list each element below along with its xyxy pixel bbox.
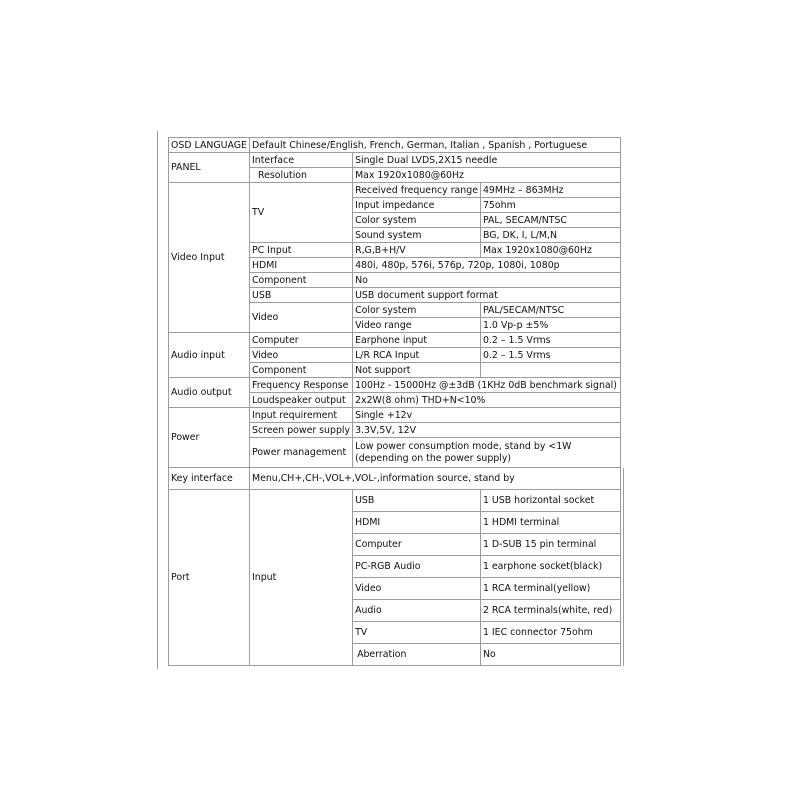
row-label-power: Power	[169, 408, 250, 468]
spacer	[620, 228, 623, 243]
table-row	[169, 378, 624, 393]
power-name: Input requirement	[250, 408, 353, 423]
row-label-port: Port	[169, 490, 250, 666]
power-name: Screen power supply	[250, 423, 353, 438]
audio-input-value	[480, 363, 620, 378]
row-label-panel: PANEL	[169, 153, 250, 183]
video-spec-name: Video range	[353, 318, 481, 333]
spacer	[620, 213, 623, 228]
audio-output-name: Loudspeaker output	[250, 393, 353, 408]
row-label-audio-output: Audio output	[169, 378, 250, 408]
panel-resolution-value: Max 1920x1080@60Hz	[353, 168, 621, 183]
panel-interface-label: Interface	[250, 153, 353, 168]
row-label-video-input: Video Input	[169, 183, 250, 333]
port-value: No	[480, 644, 620, 666]
audio-input-name: Earphone input	[353, 333, 481, 348]
table-row	[169, 490, 624, 512]
spacer	[620, 138, 623, 153]
table-row	[169, 138, 624, 153]
spacer	[620, 378, 623, 393]
port-name: Aberration	[353, 644, 481, 666]
table-row	[169, 153, 624, 168]
spacer	[620, 318, 623, 333]
video-spec-value: PAL/SECAM/NTSC	[480, 303, 620, 318]
spacer	[620, 438, 623, 468]
component-label: Component	[250, 273, 353, 288]
row-label-key-interface: Key interface	[169, 468, 250, 490]
tv-spec-value: 49MHz – 863MHz	[480, 183, 620, 198]
tv-spec-name: Input impedance	[353, 198, 481, 213]
page-margin-rule	[157, 131, 158, 669]
port-value: 1 earphone socket(black)	[480, 556, 620, 578]
port-value: 1 HDMI terminal	[480, 512, 620, 534]
osd-language-value: Default Chinese/English, French, German, Italian , Spanish , Portuguese	[250, 138, 621, 153]
component-value: No	[353, 273, 621, 288]
port-value: 2 RCA terminals(white, red)	[480, 600, 620, 622]
tv-spec-value: BG, DK, I, L/M,N	[480, 228, 620, 243]
usb-value: USB document support format	[353, 288, 621, 303]
key-interface-value: Menu,CH+,CH-,VOL+,VOL-,information source, stand by	[250, 468, 621, 490]
tv-spec-name: Received frequency range	[353, 183, 481, 198]
row-label-osd-language: OSD LANGUAGE	[169, 138, 250, 153]
audio-output-value: 2x2W(8 ohm) THD+N<10%	[353, 393, 621, 408]
video-spec-name: Color system	[353, 303, 481, 318]
spec-table	[168, 137, 624, 666]
spacer	[620, 243, 623, 258]
video-tv-label: TV	[250, 183, 353, 243]
panel-resolution-label: Resolution	[250, 168, 353, 183]
audio-input-name: Not support	[353, 363, 481, 378]
spacer	[620, 408, 623, 423]
spacer	[620, 348, 623, 363]
audio-input-source: Component	[250, 363, 353, 378]
spacer	[620, 644, 623, 666]
audio-output-name: Frequency Response	[250, 378, 353, 393]
port-value: 1 USB horizontal socket	[480, 490, 620, 512]
spacer	[620, 153, 623, 168]
video-spec-value: 1.0 Vp-p ±5%	[480, 318, 620, 333]
row-label-audio-input: Audio input	[169, 333, 250, 378]
port-name: Audio	[353, 600, 481, 622]
tv-spec-value: PAL, SECAM/NTSC	[480, 213, 620, 228]
spacer	[620, 622, 623, 644]
spacer	[620, 273, 623, 288]
spacer	[620, 333, 623, 348]
port-name: Video	[353, 578, 481, 600]
port-value: 1 RCA terminal(yellow)	[480, 578, 620, 600]
spacer	[620, 198, 623, 213]
spacer	[620, 303, 623, 318]
power-value: 3.3V,5V, 12V	[353, 423, 621, 438]
audio-input-source: Computer	[250, 333, 353, 348]
spacer	[620, 168, 623, 183]
port-name: Computer	[353, 534, 481, 556]
tv-spec-value: 75ohm	[480, 198, 620, 213]
tv-spec-name: Sound system	[353, 228, 481, 243]
hdmi-label: HDMI	[250, 258, 353, 273]
pc-input-value: Max 1920x1080@60Hz	[480, 243, 620, 258]
audio-input-name: L/R RCA Input	[353, 348, 481, 363]
port-name: HDMI	[353, 512, 481, 534]
port-name: USB	[353, 490, 481, 512]
tv-spec-name: Color system	[353, 213, 481, 228]
power-value: Single +12v	[353, 408, 621, 423]
spacer	[620, 600, 623, 622]
spacer	[620, 512, 623, 534]
table-row	[169, 183, 624, 198]
table-row	[169, 468, 624, 490]
usb-label: USB	[250, 288, 353, 303]
audio-output-value: 100Hz - 15000Hz @±3dB (1KHz 0dB benchmark signal)	[353, 378, 621, 393]
panel-interface-value: Single Dual LVDS,2X15 needle	[353, 153, 621, 168]
spacer	[620, 288, 623, 303]
spacer	[620, 183, 623, 198]
audio-input-value: 0.2 – 1.5 Vrms	[480, 333, 620, 348]
spacer	[620, 578, 623, 600]
pc-input-name: R,G,B+H/V	[353, 243, 481, 258]
spacer	[620, 423, 623, 438]
hdmi-value: 480i, 480p, 576i, 576p, 720p, 1080i, 1080p	[353, 258, 621, 273]
table-row	[169, 333, 624, 348]
port-value: 1 D-SUB 15 pin terminal	[480, 534, 620, 556]
port-name: PC-RGB Audio	[353, 556, 481, 578]
pc-input-label: PC Input	[250, 243, 353, 258]
port-name: TV	[353, 622, 481, 644]
spacer	[620, 556, 623, 578]
audio-input-source: Video	[250, 348, 353, 363]
spacer	[620, 363, 623, 378]
port-value: 1 IEC connector 75ohm	[480, 622, 620, 644]
power-value: Low power consumption mode, stand by <1W (depending on the power supply)	[353, 438, 621, 468]
spacer	[620, 258, 623, 273]
table-row	[169, 408, 624, 423]
power-name: Power management	[250, 438, 353, 468]
audio-input-value: 0.2 – 1.5 Vrms	[480, 348, 620, 363]
port-input-label: Input	[250, 490, 353, 666]
spacer	[620, 468, 623, 490]
video-label: Video	[250, 303, 353, 333]
spacer	[620, 534, 623, 556]
spacer	[620, 490, 623, 512]
spacer	[620, 393, 623, 408]
